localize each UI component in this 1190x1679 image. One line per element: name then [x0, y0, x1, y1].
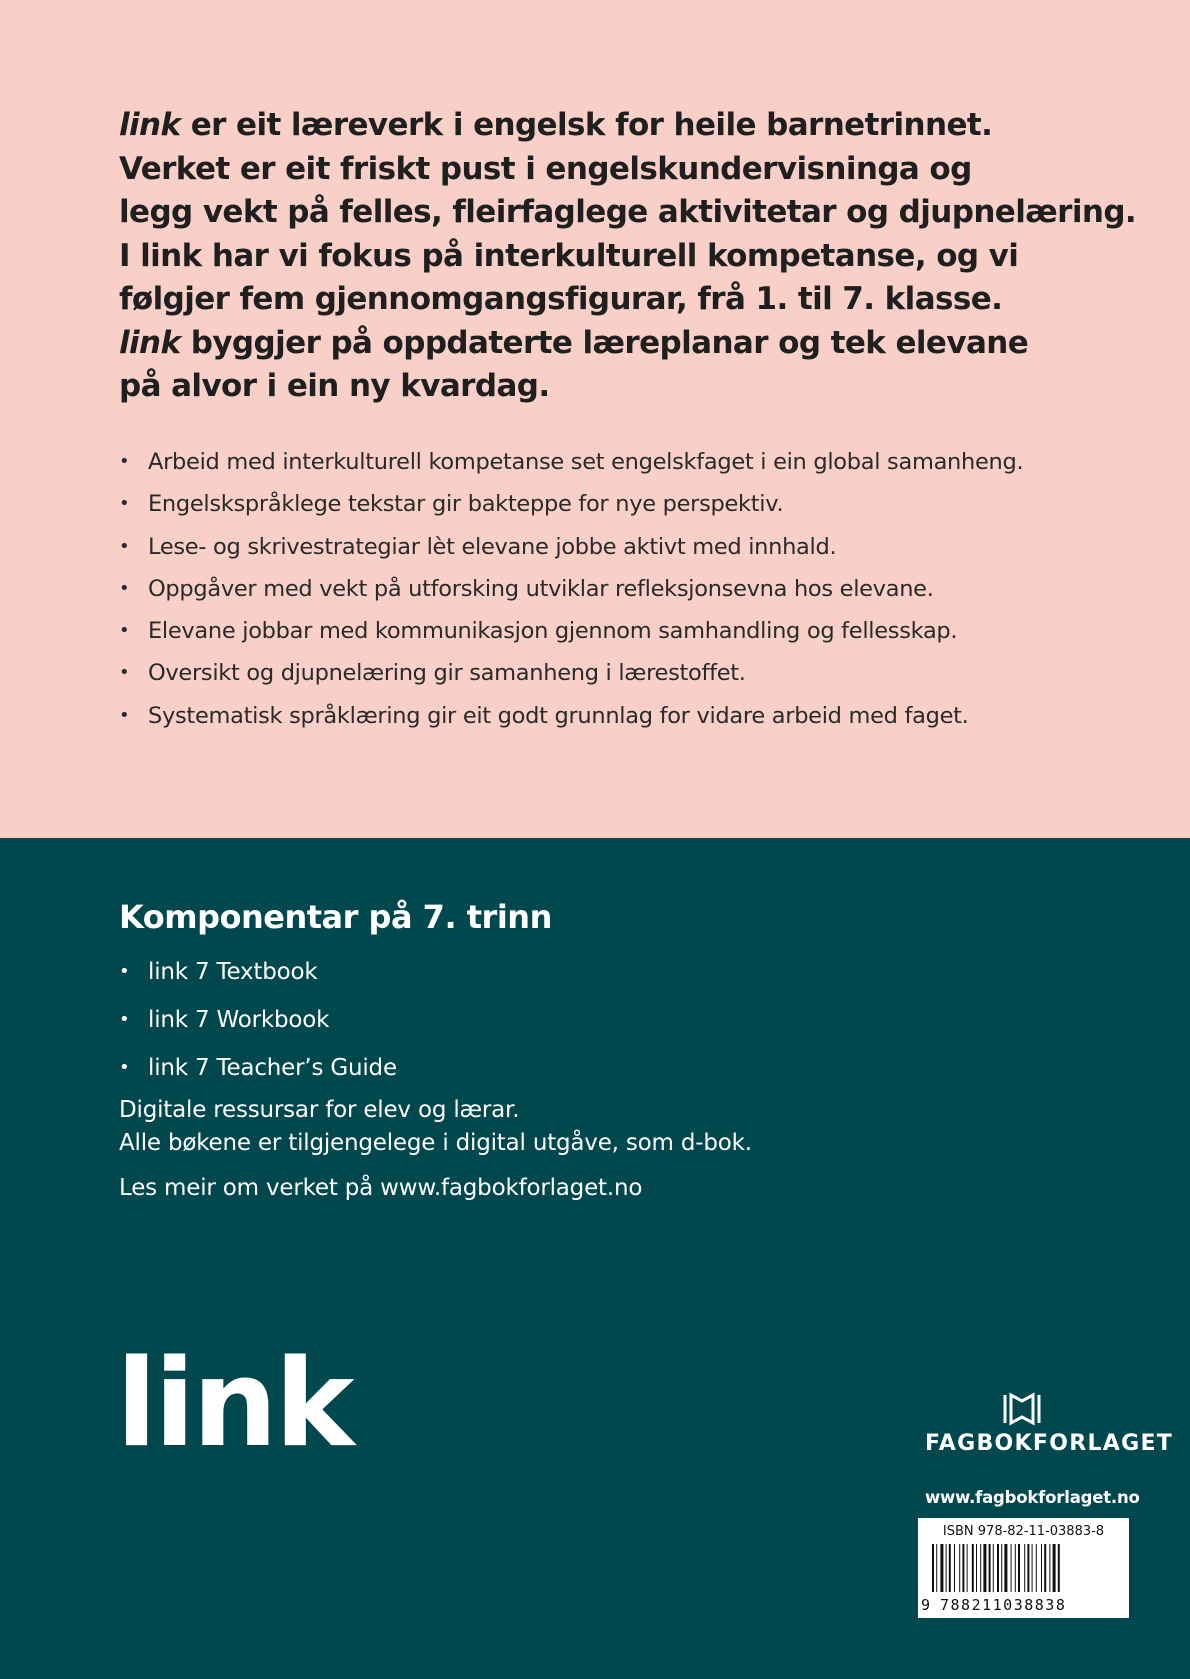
barcode-bar	[983, 1544, 986, 1592]
barcode-bar	[1044, 1544, 1046, 1592]
publisher-name: FAGBOKFORLAGET	[925, 1431, 1174, 1456]
barcode-bar	[1049, 1544, 1050, 1592]
barcode-bar	[976, 1544, 977, 1592]
series-logo: link	[116, 1335, 352, 1474]
feature-item: • Systematisk språklæring gir eit godt grunnlag for vidare arbeid med faget.	[119, 695, 1023, 737]
barcode-lead-digit: 9	[921, 1596, 931, 1614]
more-info-text: Les meir om verket på www.fagbokforlaget.no	[119, 1175, 643, 1201]
intro-line: link byggjer på oppdaterte læreplanar og tek elevane	[119, 324, 1029, 361]
intro-line: legg vekt på felles, fleirfaglege aktivitetar og djupnelæring.	[119, 194, 1137, 230]
barcode-bar	[1053, 1544, 1056, 1592]
barcode-bar	[936, 1544, 937, 1592]
barcode-bar	[1027, 1544, 1029, 1592]
feature-item: • Oppgåver med vekt på utforsking utviklar refleksjonsevna hos elevane.	[119, 568, 1023, 610]
feature-list	[119, 441, 1023, 737]
feature-item: • Arbeid med interkulturell kompetanse set engelskfaget i ein global samanheng.	[119, 441, 1023, 483]
barcode-bar	[959, 1544, 960, 1592]
barcode-bar	[932, 1544, 934, 1592]
barcode-bar	[1032, 1544, 1033, 1592]
barcode-bars	[932, 1544, 1122, 1600]
feature-item: • Engelskspråklege tekstar gir bakteppe for nye perspektiv.	[119, 483, 1023, 525]
intro-line: på alvor i ein ny kvardag.	[119, 368, 550, 404]
barcode-bar	[1011, 1544, 1012, 1592]
barcode-bar	[972, 1544, 974, 1592]
publisher-url[interactable]: www.fagbokforlaget.no	[925, 1488, 1140, 1507]
barcode-digits: 788211038838	[940, 1596, 1067, 1614]
components-title: Komponentar på 7. trinn	[119, 898, 552, 936]
feature-item: • Oversikt og djupnelæring gir samanheng i lærestoffet.	[119, 652, 1023, 694]
barcode-bar	[962, 1544, 964, 1592]
component-item: • link 7 Teacher’s Guide	[119, 1044, 397, 1092]
barcode-bar	[1018, 1544, 1020, 1592]
isbn-label: ISBN 978-82-11-03883-8	[942, 1524, 1105, 1539]
intro-line: I link har vi fokus på interkulturell kompetanse, og vi	[119, 237, 1019, 274]
barcode-bar	[980, 1544, 981, 1592]
barcode-bar	[946, 1544, 947, 1592]
digital-resources-text: Digitale ressursar for elev og lærar. Alle bøkene er tilgjengelege i digital utgåve, som d-bok.	[119, 1097, 752, 1156]
barcode-bar	[949, 1544, 951, 1592]
feature-item: • Elevane jobbar med kommunikasjon gjennom samhandling og fellesskap.	[119, 610, 1023, 652]
description-panel	[0, 0, 1190, 838]
open-book-icon	[1002, 1392, 1042, 1426]
barcode-bar	[997, 1544, 999, 1592]
barcode-bar	[1024, 1544, 1025, 1592]
barcode-bar	[1001, 1544, 1002, 1592]
intro-line: link er eit læreverk i engelsk for heile barnetrinnet.	[119, 107, 993, 143]
barcode-bar	[1041, 1544, 1042, 1592]
feature-item: • Lese- og skrivestrategiar lèt elevane jobbe aktivt med innhald.	[119, 526, 1023, 568]
component-item: • link 7 Workbook	[119, 996, 397, 1044]
barcode-bar	[1015, 1544, 1016, 1592]
barcode-bar	[940, 1544, 943, 1592]
components-list	[119, 948, 397, 1092]
barcode	[918, 1518, 1129, 1618]
intro-line: Verket er eit friskt pust i engelskundervisninga og	[119, 150, 972, 187]
barcode-bar	[1004, 1544, 1007, 1592]
intro-line: følgjer fem gjennomgangsfigurar, frå 1. til 7. klasse.	[119, 281, 1003, 317]
barcode-bar	[1036, 1544, 1037, 1592]
intro-paragraph	[119, 104, 1159, 409]
barcode-bar	[989, 1544, 991, 1592]
barcode-bar	[954, 1544, 955, 1592]
barcode-bar	[1058, 1544, 1060, 1592]
components-panel	[0, 838, 1190, 1679]
barcode-bar	[993, 1544, 994, 1592]
barcode-bar	[967, 1544, 968, 1592]
component-item: • link 7 Textbook	[119, 948, 397, 996]
